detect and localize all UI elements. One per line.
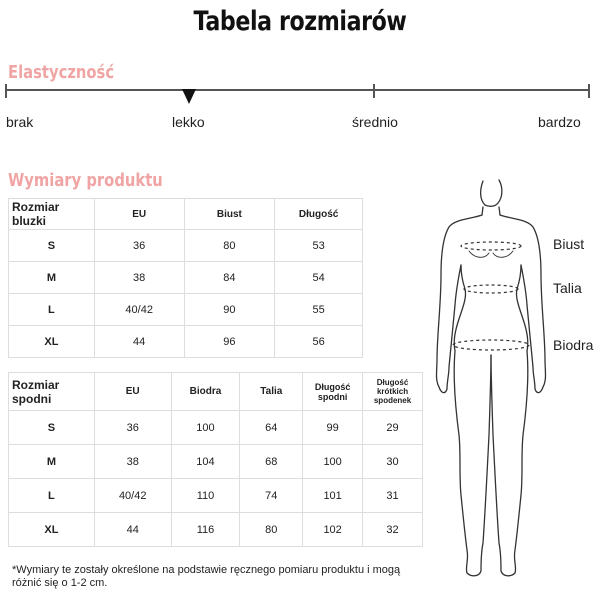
elasticity-marker-icon — [182, 89, 196, 104]
table-cell: 80 — [184, 230, 275, 262]
bottom-size-table — [8, 372, 423, 547]
table-cell: M — [9, 262, 95, 294]
table-cell: 32 — [363, 513, 423, 547]
dimensions-label: Wymiary produktu — [8, 170, 163, 191]
table-cell: 29 — [363, 411, 423, 445]
table-cell: 53 — [275, 230, 363, 262]
table-cell: S — [9, 230, 95, 262]
table-row — [9, 326, 363, 358]
table-header: Długość spodni — [303, 373, 363, 411]
table-header: Długość — [275, 199, 363, 230]
table-cell: 90 — [184, 294, 275, 326]
elasticity-scale-line — [5, 89, 590, 91]
table-cell: 110 — [171, 479, 240, 513]
table-cell: L — [9, 294, 95, 326]
bust-line — [461, 242, 521, 250]
scale-tick — [588, 84, 590, 98]
table-cell: 44 — [94, 326, 184, 358]
table-cell: 80 — [240, 513, 303, 547]
table-cell: 99 — [303, 411, 363, 445]
scale-label-medium: średnio — [352, 114, 398, 130]
hips-label: Biodra — [553, 337, 594, 353]
scale-tick — [373, 84, 375, 98]
table-header: Talia — [240, 373, 303, 411]
table-cell: 100 — [171, 411, 240, 445]
table-cell: S — [9, 411, 95, 445]
table-cell: 31 — [363, 479, 423, 513]
table-cell: XL — [9, 326, 95, 358]
table-header: Długość krótkich spodenek — [363, 373, 423, 411]
page-title: Tabela rozmiarów — [193, 6, 407, 37]
table-cell: 104 — [171, 445, 240, 479]
table-cell: 40/42 — [94, 479, 171, 513]
table-cell: 40/42 — [94, 294, 184, 326]
table-row — [9, 479, 423, 513]
table-cell: L — [9, 479, 95, 513]
table-cell: 55 — [275, 294, 363, 326]
top-size-table — [8, 198, 363, 358]
body-figure-icon — [425, 175, 555, 595]
table-cell: 116 — [171, 513, 240, 547]
measurement-note: *Wymiary te zostały określone na podstawie ręcznego pomiaru produktu i mogą różnić się o 1-2 cm. — [12, 564, 401, 589]
table-row — [9, 230, 363, 262]
table-cell: 74 — [240, 479, 303, 513]
scale-label-none: brak — [6, 114, 34, 130]
table-header: Biodra — [171, 373, 240, 411]
waist-line — [464, 285, 518, 293]
scale-label-high: bardzo — [538, 114, 581, 130]
table-header: EU — [94, 373, 171, 411]
table-cell: 64 — [240, 411, 303, 445]
waist-label: Talia — [553, 280, 582, 296]
table-header: Rozmiar bluzki — [9, 199, 95, 230]
table-row — [9, 294, 363, 326]
table-cell: 44 — [94, 513, 171, 547]
table-header: Biust — [184, 199, 275, 230]
table-row — [9, 411, 423, 445]
table-cell: XL — [9, 513, 95, 547]
table-cell: 36 — [94, 230, 184, 262]
bust-label: Biust — [553, 236, 585, 252]
table-header: Rozmiar spodni — [9, 373, 95, 411]
table-cell: 68 — [240, 445, 303, 479]
hips-line — [453, 340, 529, 350]
table-row — [9, 513, 423, 547]
table-row — [9, 262, 363, 294]
table-cell: 84 — [184, 262, 275, 294]
table-cell: 101 — [303, 479, 363, 513]
table-cell: 38 — [94, 262, 184, 294]
elasticity-label: Elastyczność — [8, 62, 115, 83]
table-cell: 36 — [94, 411, 171, 445]
table-cell: 100 — [303, 445, 363, 479]
scale-tick — [5, 84, 7, 98]
table-cell: 54 — [275, 262, 363, 294]
table-cell: 56 — [275, 326, 363, 358]
scale-label-light: lekko — [172, 114, 205, 130]
table-cell: 38 — [94, 445, 171, 479]
table-cell: 30 — [363, 445, 423, 479]
table-cell: 96 — [184, 326, 275, 358]
table-cell: M — [9, 445, 95, 479]
table-row — [9, 445, 423, 479]
table-cell: 102 — [303, 513, 363, 547]
table-header: EU — [94, 199, 184, 230]
